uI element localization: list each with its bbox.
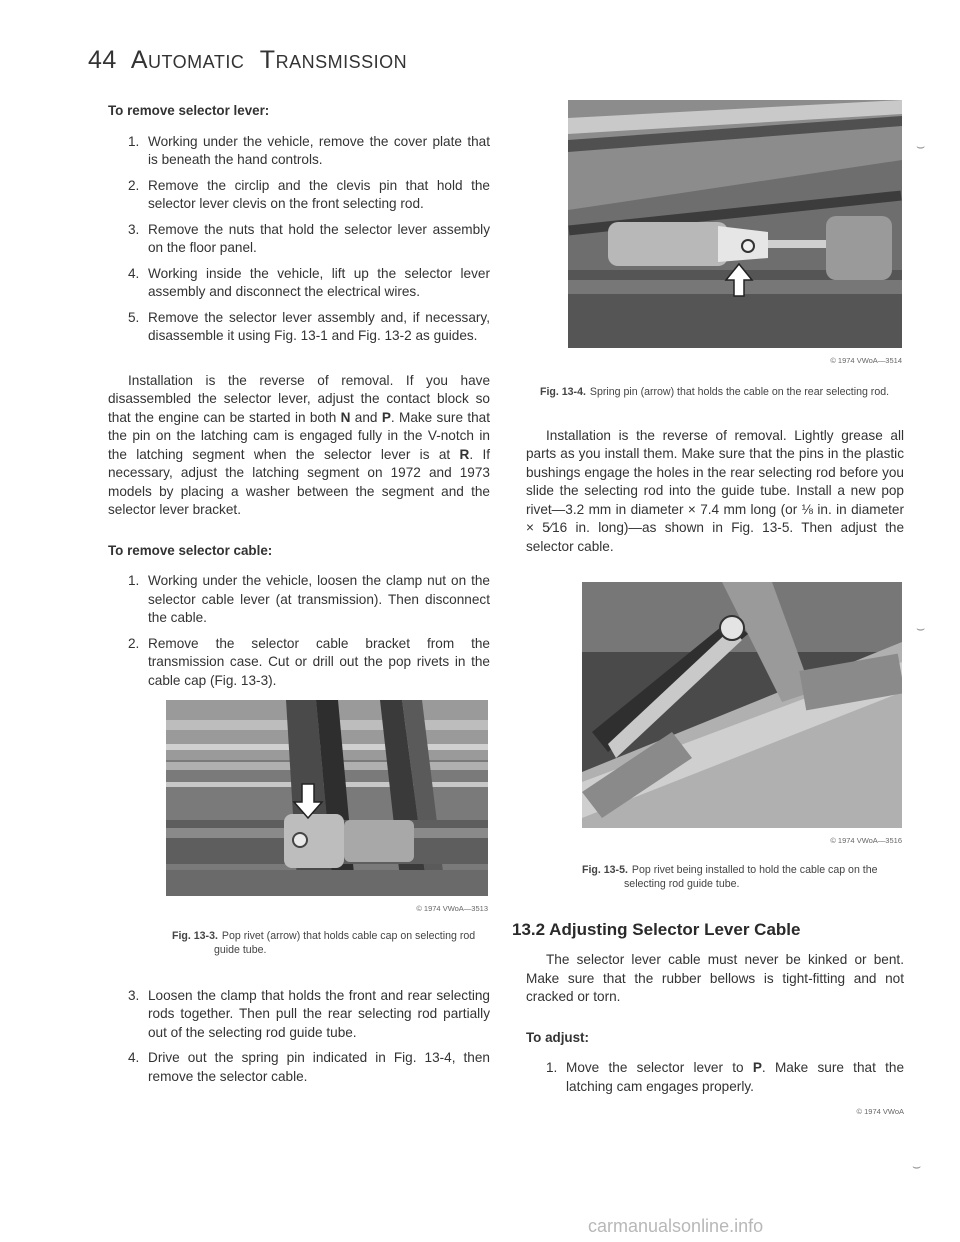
page-number: 44 bbox=[88, 46, 117, 74]
margin-mark: ⌣ bbox=[916, 138, 926, 154]
text-run: Installation is the reverse of removal. If you have disassembled the selector lever, adjust the contact block so that the engine can be started in both bbox=[108, 372, 490, 425]
figure-13-4 bbox=[568, 100, 902, 371]
list-item bbox=[108, 221, 490, 258]
text-run: and bbox=[350, 409, 382, 425]
adjust-heading: To adjust: bbox=[526, 1029, 589, 1045]
remove-cable-steps-continued bbox=[108, 987, 490, 1087]
text-run: . Make sure that the pin on the latching cam is engaged fully in the V-notch in the latching segment when the selector lever is at bbox=[108, 409, 491, 462]
figure-13-3 bbox=[166, 700, 488, 919]
remove-lever-steps bbox=[108, 133, 490, 346]
fraction: ⅛ bbox=[801, 501, 813, 517]
figure-label: Fig. 13-3. bbox=[172, 929, 218, 942]
figure-13-5 bbox=[582, 582, 902, 851]
step-text: Remove the selector cable bracket from the transmission case. Cut or drill out the pop rivets in the cable cap (Fig. 13-3). bbox=[148, 635, 490, 688]
remove-cable-heading: To remove selector cable: bbox=[108, 542, 273, 558]
step-number: 1. bbox=[546, 1060, 558, 1075]
lever-installation-paragraph bbox=[108, 372, 490, 520]
fig-13-5-photo bbox=[582, 582, 902, 828]
bottom-credit: © 1974 VWoA bbox=[856, 1107, 904, 1116]
step-text: Move the selector lever to bbox=[566, 1060, 753, 1075]
fig-13-5-credit: © 1974 VWoA—3516 bbox=[830, 836, 902, 845]
gear-letter: P bbox=[381, 409, 391, 425]
list-item bbox=[108, 635, 490, 691]
text-run: . If necessary, adjust the latching segment on 1972 and 1973 models by placing a washer between the segment and the selector lever bracket. bbox=[108, 446, 490, 517]
right-column bbox=[512, 100, 905, 1122]
fig-13-5-caption bbox=[582, 863, 904, 891]
step-number: 3. bbox=[128, 987, 140, 1003]
step-text: Loosen the clamp that holds the front and rear selecting rods together. Then pull the rear selecting rod partially out of the selecting rod guide tube. bbox=[148, 987, 490, 1040]
title-rest: RANSMISSION bbox=[275, 52, 408, 72]
step-text: Working under the vehicle, remove the cover plate that is beneath the hand controls. bbox=[148, 133, 490, 167]
section-paragraph: The selector lever cable must never be kinked or bent. Make sure that the rubber bellows is tight-fitting and not cracked or torn. bbox=[526, 952, 904, 1004]
remove-lever-heading: To remove selector lever: bbox=[108, 103, 270, 118]
margin-mark: ⌣ bbox=[912, 1158, 922, 1174]
step-number: 2. bbox=[128, 177, 140, 193]
step-text: Remove the circlip and the clevis pin that hold the selector lever clevis on the front selecting rod. bbox=[148, 177, 490, 211]
page-header bbox=[88, 46, 407, 75]
fig-13-4-caption bbox=[540, 385, 904, 399]
list-item bbox=[108, 309, 490, 346]
fig-13-4-credit: © 1974 VWoA—3514 bbox=[830, 356, 902, 365]
fig-13-3-photo bbox=[166, 700, 488, 896]
list-item bbox=[108, 572, 490, 628]
cable-installation-paragraph bbox=[526, 427, 904, 557]
fig-13-3-credit: © 1974 VWoA—3513 bbox=[416, 904, 488, 913]
figure-label: Fig. 13-5. bbox=[582, 863, 628, 876]
figure-label: Fig. 13-4. bbox=[540, 385, 586, 398]
caption-text: Pop rivet (arrow) that holds cable cap on selecting rod guide tube. bbox=[214, 929, 476, 956]
gear-letter: R bbox=[459, 446, 470, 462]
step-text: . Make sure that the latching cam engages properly. bbox=[566, 1060, 904, 1094]
step-text: Working under the vehicle, loosen the clamp nut on the selector cable lever (at transmission). Then disconnect the cable. bbox=[148, 573, 490, 625]
remove-cable-steps bbox=[108, 572, 490, 690]
step-number: 5. bbox=[128, 309, 140, 325]
list-item bbox=[108, 133, 490, 170]
title-initial: T bbox=[259, 46, 276, 74]
gear-letter: P bbox=[752, 1060, 762, 1075]
list-item bbox=[108, 265, 490, 302]
step-number: 3. bbox=[128, 221, 140, 237]
caption-text: Pop rivet being installed to hold the cable cap on the selecting rod guide tube. bbox=[624, 863, 878, 890]
step-text: Remove the selector lever assembly and, if necessary, disassemble it using Fig. 13-1 and Fig. 13-2 as guides. bbox=[148, 309, 490, 343]
list-item bbox=[108, 987, 490, 1043]
text-run: Installation is the reverse of removal. Lightly grease all parts as you install them. Make sure that the pins in the plastic bushings engage the holes in the rear selecting rod before you slide the selecting rod into the guide tube. Install a new pop rivet—3.2 mm in diameter × 7.4 mm long (or bbox=[526, 427, 904, 517]
fig-13-3-caption bbox=[172, 929, 490, 957]
fig-13-4-photo bbox=[568, 100, 902, 348]
watermark: carmanualsonline.info bbox=[588, 1216, 764, 1236]
step-number: 4. bbox=[128, 265, 140, 281]
adjust-steps bbox=[526, 1059, 904, 1096]
text-run: in. in diameter × bbox=[526, 501, 905, 535]
step-number: 1. bbox=[128, 573, 140, 588]
step-text: Working inside the vehicle, lift up the selector lever assembly and disconnect the electrical wires. bbox=[148, 265, 490, 299]
left-column bbox=[108, 102, 490, 1093]
list-item bbox=[108, 177, 490, 214]
margin-mark: ⌣ bbox=[916, 620, 926, 636]
step-number: 1. bbox=[128, 133, 140, 149]
list-item bbox=[108, 1049, 490, 1086]
step-text: Drive out the spring pin indicated in Fig. 13-4, then remove the selector cable. bbox=[148, 1050, 490, 1084]
fraction: 5⁄16 bbox=[542, 520, 568, 535]
gear-letter: N bbox=[340, 409, 351, 425]
caption-text: Spring pin (arrow) that holds the cable on the rear selecting rod. bbox=[589, 385, 890, 398]
text-run: in. long)—as shown in Fig. 13-5. Then adjust the selector cable. bbox=[526, 520, 904, 554]
step-number: 4. bbox=[128, 1050, 140, 1065]
step-text: Remove the nuts that hold the selector lever assembly on the floor panel. bbox=[148, 221, 490, 255]
title-initial: A bbox=[130, 46, 148, 74]
step-number: 2. bbox=[128, 635, 140, 651]
title-rest: UTOMATIC bbox=[148, 52, 245, 72]
section-heading: 13.2 Adjusting Selector Lever Cable bbox=[512, 919, 801, 939]
list-item bbox=[526, 1059, 904, 1096]
